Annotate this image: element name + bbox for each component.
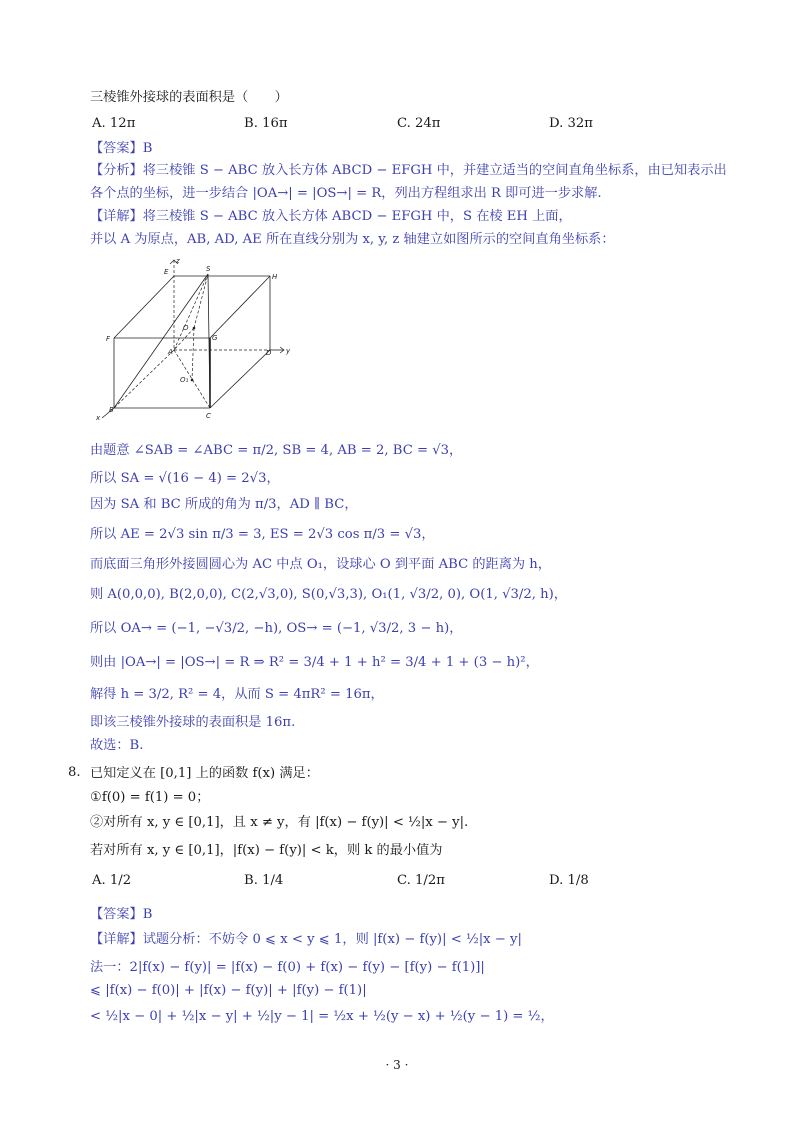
q8-stem-2: ①f(0) = f(1) = 0； (90, 790, 210, 805)
point-s-label: S (206, 265, 211, 273)
q7-analysis-line-2: 各个点的坐标，进一步结合 |OA→| = |OS→| = R，列出方程组求出 R 即可进一步求解. (90, 186, 602, 201)
axis-z-label: z (176, 257, 180, 265)
q8-number: 8. (68, 765, 81, 780)
q7-step-3: 因为 SA 和 BC 所成的角为 π/3，AD ∥ BC， (90, 497, 358, 512)
q7-answer: 【答案】B (90, 141, 153, 156)
point-h-label: H (272, 273, 278, 281)
q7-option-c: C. 24π (397, 116, 441, 131)
point-c-label: C (206, 412, 211, 420)
point-b-label: B (109, 406, 114, 414)
q8-option-c: C. 1/2π (397, 873, 445, 888)
q7-step-4: 所以 AE = 2√3 sin π/3 = 3, ES = 2√3 cos π/3 = √3， (90, 527, 435, 542)
q7-step-7: 所以 OA→ = (−1, −√3/2, −h), OS→ = (−1, √3/2, 3 − h)， (90, 621, 463, 636)
q7-option-a: A. 12π (92, 116, 136, 131)
q7-step-6: 则 A(0,0,0), B(2,0,0), C(2,√3,0), S(0,√3,3), O₁(1, √3/2, 0), O(1, √3/2, h)， (90, 587, 567, 602)
q7-stem-tail: 三棱锥外接球的表面积是（ ） (90, 90, 288, 105)
q7-analysis-line-1: 【分析】将三棱锥 S − ABC 放入长方体 ABCD − EFGH 中，并建立适当的空间直角坐标系，由已知表示出 (90, 163, 727, 178)
q7-step-10: 即该三棱锥外接球的表面积是 16π. (90, 715, 296, 730)
point-f-label: F (106, 335, 111, 343)
q8-detail-2: 法一：2|f(x) − f(y)| = |f(x) − f(0) + f(x) − f(y) − [f(y) − f(1)]| (90, 960, 485, 975)
q8-option-a: A. 1/2 (92, 873, 132, 888)
axis-x-label: x (96, 414, 101, 422)
q7-step-11: 故选：B. (90, 738, 144, 753)
q8-detail-1: 【详解】试题分析：不妨令 0 ⩽ x < y ⩽ 1，则 |f(x) − f(y)| < ½|x − y| (90, 932, 522, 947)
q7-detail-line-1: 【详解】将三棱锥 S − ABC 放入长方体 ABCD − EFGH 中，S 在棱 EH 上面， (90, 209, 572, 224)
point-o1-label: O₁ (180, 376, 189, 384)
q7-option-b: B. 16π (244, 116, 288, 131)
q8-detail-3: ⩽ |f(x) − f(0)| + |f(x) − f(y)| + |f(y) − f(1)| (90, 983, 367, 998)
point-e-label: E (164, 268, 169, 276)
q7-step-5: 而底面三角形外接圆圆心为 AC 中点 O₁，设球心 O 到平面 ABC 的距离为 h， (90, 557, 551, 572)
q8-option-b: B. 1/4 (244, 873, 284, 888)
q8-stem-3: ②对所有 x, y ∈ [0,1]，且 x ≠ y，有 |f(x) − f(y)| < ½|x − y|. (90, 815, 469, 830)
q7-option-d: D. 32π (549, 116, 593, 131)
point-d-label: D (266, 349, 272, 357)
cuboid-figure (94, 254, 304, 426)
q8-detail-4: < ½|x − 0| + ½|x − y| + ½|y − 1| = ½x + ½(y − x) + ½(y − 1) = ½， (90, 1009, 554, 1024)
q7-detail-line-2: 并以 A 为原点，AB, AD, AE 所在直线分别为 x, y, z 轴建立如图所示的空间直角坐标系： (90, 232, 615, 247)
point-o-label: O (183, 324, 189, 332)
axis-y-label: y (286, 347, 291, 355)
point-g-label: G (212, 334, 218, 342)
q7-step-9: 解得 h = 3/2, R² = 4，从而 S = 4πR² = 16π， (90, 687, 384, 702)
page-number: · 3 · (385, 1058, 409, 1072)
q7-step-1: 由题意 ∠SAB = ∠ABC = π/2, SB = 4, AB = 2, BC = √3， (90, 443, 463, 458)
q7-step-2: 所以 SA = √(16 − 4) = 2√3， (90, 471, 280, 486)
q8-stem-4: 若对所有 x, y ∈ [0,1]，|f(x) − f(y)| < k，则 k 的最小值为 (90, 843, 443, 858)
q7-step-8: 则由 |OA→| = |OS→| = R ⇒ R² = 3/4 + 1 + h² = 3/4 + 1 + (3 − h)²， (90, 655, 539, 670)
q8-option-d: D. 1/8 (549, 873, 589, 888)
point-a-label: A (168, 348, 173, 356)
q8-stem-1: 已知定义在 [0,1] 上的函数 f(x) 满足： (90, 766, 319, 781)
q8-answer: 【答案】B (90, 907, 153, 922)
